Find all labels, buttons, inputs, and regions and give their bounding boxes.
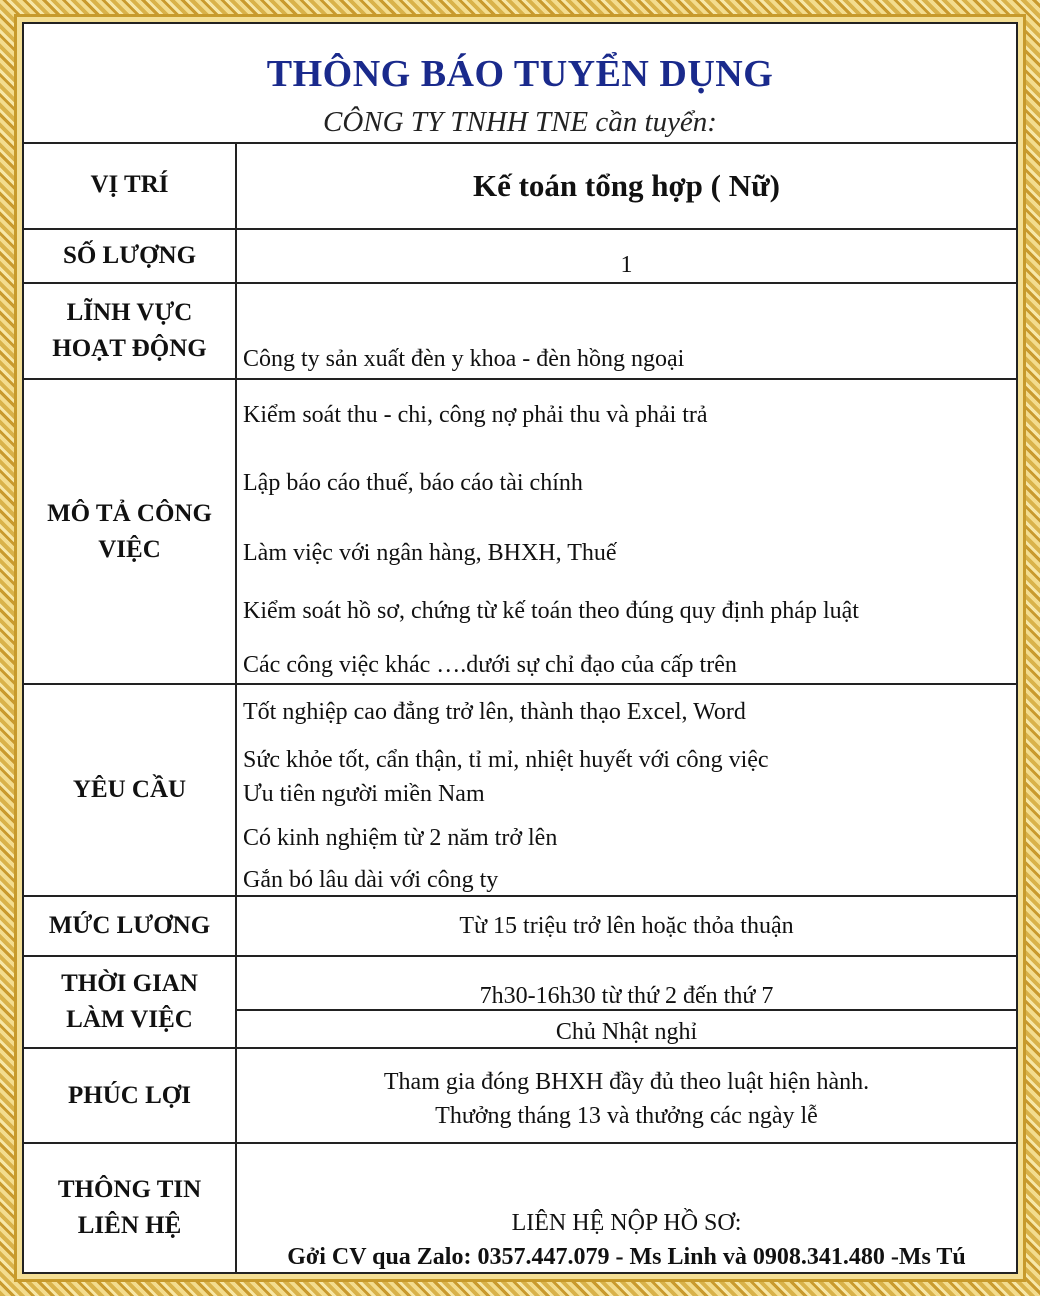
hours-divider bbox=[237, 1009, 1016, 1011]
notice-title: THÔNG BÁO TUYỂN DỤNG bbox=[266, 53, 774, 95]
description-item: Làm việc với ngân hàng, BHXH, Thuế bbox=[243, 540, 617, 566]
contact-label: THÔNG TIN LIÊN HỆ bbox=[24, 1144, 237, 1272]
row-position bbox=[24, 142, 1016, 230]
row-field bbox=[24, 284, 1016, 380]
row-salary bbox=[24, 897, 1016, 957]
requirement-item: Có kinh nghiệm từ 2 năm trở lên bbox=[243, 825, 558, 851]
row-description bbox=[24, 380, 1016, 685]
description-item: Lập báo cáo thuế, báo cáo tài chính bbox=[243, 470, 583, 496]
row-benefits bbox=[24, 1049, 1016, 1144]
row-hours bbox=[24, 957, 1016, 1049]
contact-heading: LIÊN HỆ NỘP HỒ SƠ: bbox=[511, 1210, 742, 1236]
benefits-label: PHÚC LỢI bbox=[24, 1049, 237, 1142]
description-item: Kiểm soát thu - chi, công nợ phải thu và phải trả bbox=[243, 402, 708, 428]
position-value: Kế toán tổng hợp ( Nữ) bbox=[472, 168, 781, 203]
quantity-value: 1 bbox=[620, 252, 633, 278]
row-quantity bbox=[24, 230, 1016, 284]
field-value: Công ty sản xuất đèn y khoa - đèn hồng ngoại bbox=[243, 346, 685, 372]
hours-weekdays: 7h30-16h30 từ thứ 2 đến thứ 7 bbox=[479, 983, 774, 1009]
recruitment-notice bbox=[22, 22, 1018, 1274]
benefits-insurance: Tham gia đóng BHXH đầy đủ theo luật hiện hành. bbox=[383, 1069, 870, 1095]
salary-label: MỨC LƯƠNG bbox=[24, 897, 237, 955]
notice-header bbox=[24, 24, 1016, 144]
requirement-item: Sức khỏe tốt, cẩn thận, tỉ mỉ, nhiệt huyết với công việc bbox=[243, 747, 769, 773]
description-item: Kiểm soát hồ sơ, chứng từ kế toán theo đúng quy định pháp luật bbox=[243, 598, 859, 624]
salary-value: Từ 15 triệu trở lên hoặc thỏa thuận bbox=[459, 913, 794, 939]
contact-details: Gởi CV qua Zalo: 0357.447.079 - Ms Linh và 0908.341.480 -Ms Tú bbox=[287, 1244, 966, 1270]
benefits-bonus: Thưởng tháng 13 và thưởng các ngày lễ bbox=[435, 1103, 818, 1129]
requirements-label: YÊU CẦU bbox=[24, 685, 237, 895]
requirement-item: Gắn bó lâu dài với công ty bbox=[243, 867, 499, 893]
row-requirements bbox=[24, 685, 1016, 897]
position-label: VỊ TRÍ bbox=[24, 142, 237, 228]
description-label: MÔ TẢ CÔNG VIỆC bbox=[24, 380, 237, 683]
hours-sunday: Chủ Nhật nghỉ bbox=[555, 1019, 698, 1045]
requirement-item: Tốt nghiệp cao đẳng trở lên, thành thạo Excel, Word bbox=[243, 699, 746, 725]
hours-label: THỜI GIAN LÀM VIỆC bbox=[24, 957, 237, 1047]
company-subtitle: CÔNG TY TNHH TNE cần tuyển: bbox=[323, 106, 717, 138]
requirement-item: Ưu tiên người miền Nam bbox=[243, 781, 485, 807]
field-label: LĨNH VỰC HOẠT ĐỘNG bbox=[24, 284, 237, 378]
quantity-label: SỐ LƯỢNG bbox=[24, 230, 237, 282]
description-item: Các công việc khác ….dưới sự chỉ đạo của cấp trên bbox=[243, 652, 737, 678]
row-contact bbox=[24, 1144, 1016, 1272]
